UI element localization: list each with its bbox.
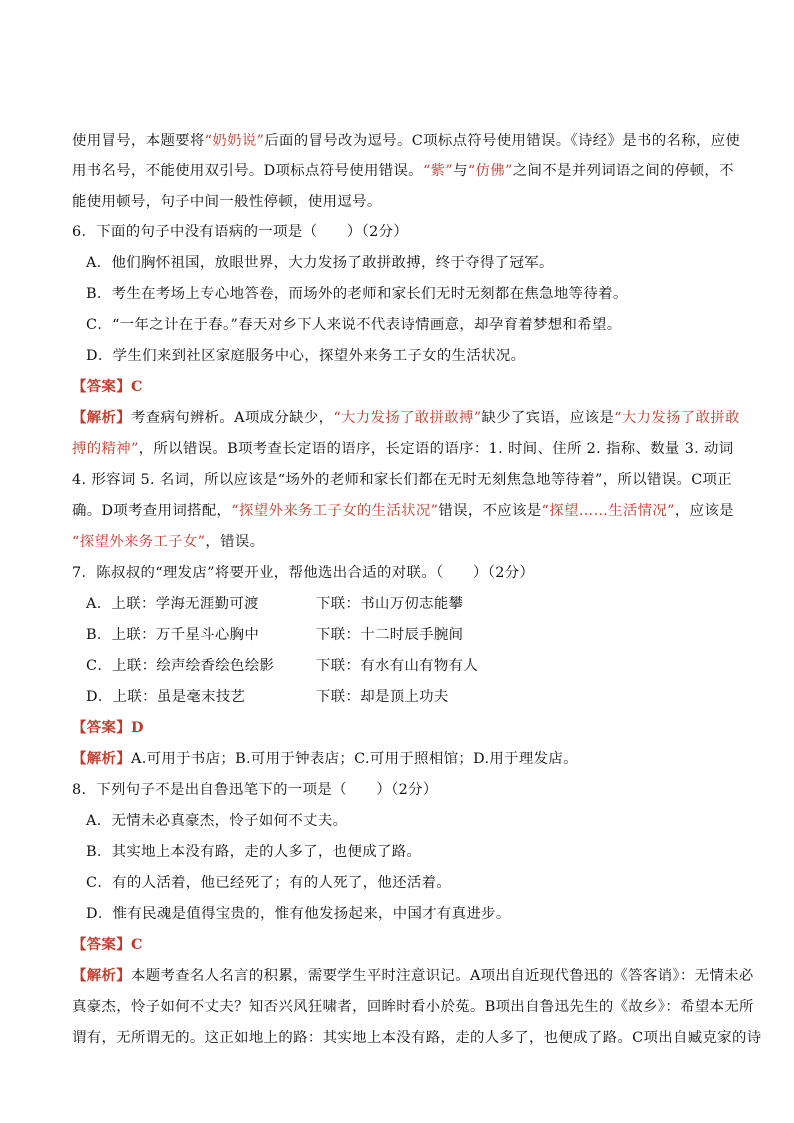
question-6-analysis-line-2: 搏的精神”，所以错误。B项考查长定语的语序，长定语的语序：1. 时间、住所 2. 指称、数量 3. 动词 [72,441,734,457]
answer-tag: 【答案】 [72,719,131,736]
question-6-stem: 6．下面的句子中没有语病的一项是（ ）（2分） [72,224,409,240]
question-8-analysis-line-2: 真豪杰，怜子如何不丈夫？知否兴风狂啸者，回眸时看小於菟。B项出自鲁迅先生的《故乡》：希望本无所 [72,999,754,1015]
answer-value: C [130,378,143,395]
question-6-option-a: A．他们胸怀祖国，放眼世界，大力发扬了敢拼敢搏，终于夺得了冠军。 [86,255,554,271]
answer-value: D [130,719,144,736]
question-6-option-b: B．考生在考场上专心地答卷，而场外的老师和家长们无时无刻都在焦急地等待着。 [86,286,628,302]
analysis-tag: 【解析】 [72,409,131,426]
question-6-analysis-line-3: 4. 形容词 5. 名词，所以应该是“场外的老师和家长们都在无时无刻焦急地等待着”，所以错误。C项正 [72,472,733,488]
question-8-answer [72,936,143,954]
question-7-stem: 7．陈叔叔的“理发店”将要开业，帮他选出合适的对联。（ ）（2分） [72,565,535,581]
question-6-analysis-line-4: 确。D项考查用词搭配，“探望外来务工子女的生活状况”错误，不应该是“探望……生活情况”，应该是 [72,503,734,519]
analysis-continued-line-3: 能使用顿号，句子中间一般性停顿，使用逗号。 [72,194,382,210]
question-7-analysis: 【解析】A.可用于书店；B.可用于钟表店；C.可用于照相馆；D.用于理发店。 [72,750,578,767]
question-8-option-d: D．惟有民魂是值得宝贵的，惟有他发扬起来，中国才有真进步。 [86,906,511,922]
question-6-option-d: D．学生们来到社区家庭服务中心，探望外来务工子女的生活状况。 [86,348,526,364]
question-6-analysis-line-1: 【解析】考查病句辨析。A项成分缺少，“大力发扬了敢拼敢搏”缺少了宾语，应该是“大力发扬了敢拼敢 [72,409,740,426]
question-8-analysis-line-3: 谓有，无所谓无的。这正如地上的路：其实地上本没有路，走的人多了，也便成了路。C项出自臧克家的诗 [72,1030,762,1046]
question-7-answer [72,719,144,737]
question-7-option-a-lower: 下联：书山万仞志能攀 [316,596,464,612]
question-6-option-c: C．“一年之计在于春。”春天对乡下人来说不代表诗情画意，却孕育着梦想和希望。 [86,317,622,333]
analysis-tag: 【解析】 [72,967,131,984]
question-7-option-c-upper: C．上联：绘声绘香绘色绘影 [86,658,275,674]
question-7-option-d-upper: D．上联：虽是毫末技艺 [86,689,246,705]
question-8-option-c: C．有的人活着，他已经死了；有的人死了，他还活着。 [86,875,452,891]
answer-tag: 【答案】 [72,936,131,953]
question-8-option-b: B．其实地上本没有路，走的人多了，也便成了路。 [86,844,422,860]
question-7-option-d-lower: 下联：却是顶上功夫 [316,689,449,705]
analysis-continued-line-2: 用书名号，不能使用双引号。D项标点符号使用错误。“紫”与“仿佛”之间不是并列词语之间的停顿，不 [72,163,734,179]
answer-value: C [130,936,143,953]
analysis-tag: 【解析】 [72,750,131,767]
question-8-stem: 8．下列句子不是出自鲁迅笔下的一项是（ ）（2分） [72,782,438,798]
question-8-analysis-line-1: 【解析】本题考查名人名言的积累，需要学生平时注意识记。A项出自近现代鲁迅的《答客诮》：无情未必 [72,967,754,984]
analysis-continued-line-1: 使用冒号，本题要将“奶奶说”后面的冒号改为逗号。C项标点符号使用错误。《诗经》是书的名称，应使 [72,133,741,149]
answer-tag: 【答案】 [72,378,131,395]
question-7-option-c-lower: 下联：有水有山有物有人 [316,658,479,674]
question-7-option-b-lower: 下联：十二时辰手腕间 [316,627,464,643]
question-6-analysis-line-5: “探望外来务工子女”，错误。 [72,534,265,550]
question-7-option-a-upper: A．上联：学海无涯勤可渡 [86,596,259,612]
question-8-option-a: A．无情未必真豪杰，怜子如何不丈夫。 [86,813,348,829]
question-7-option-b-upper: B．上联：万千星斗心胸中 [86,627,260,643]
question-6-answer [72,378,143,396]
